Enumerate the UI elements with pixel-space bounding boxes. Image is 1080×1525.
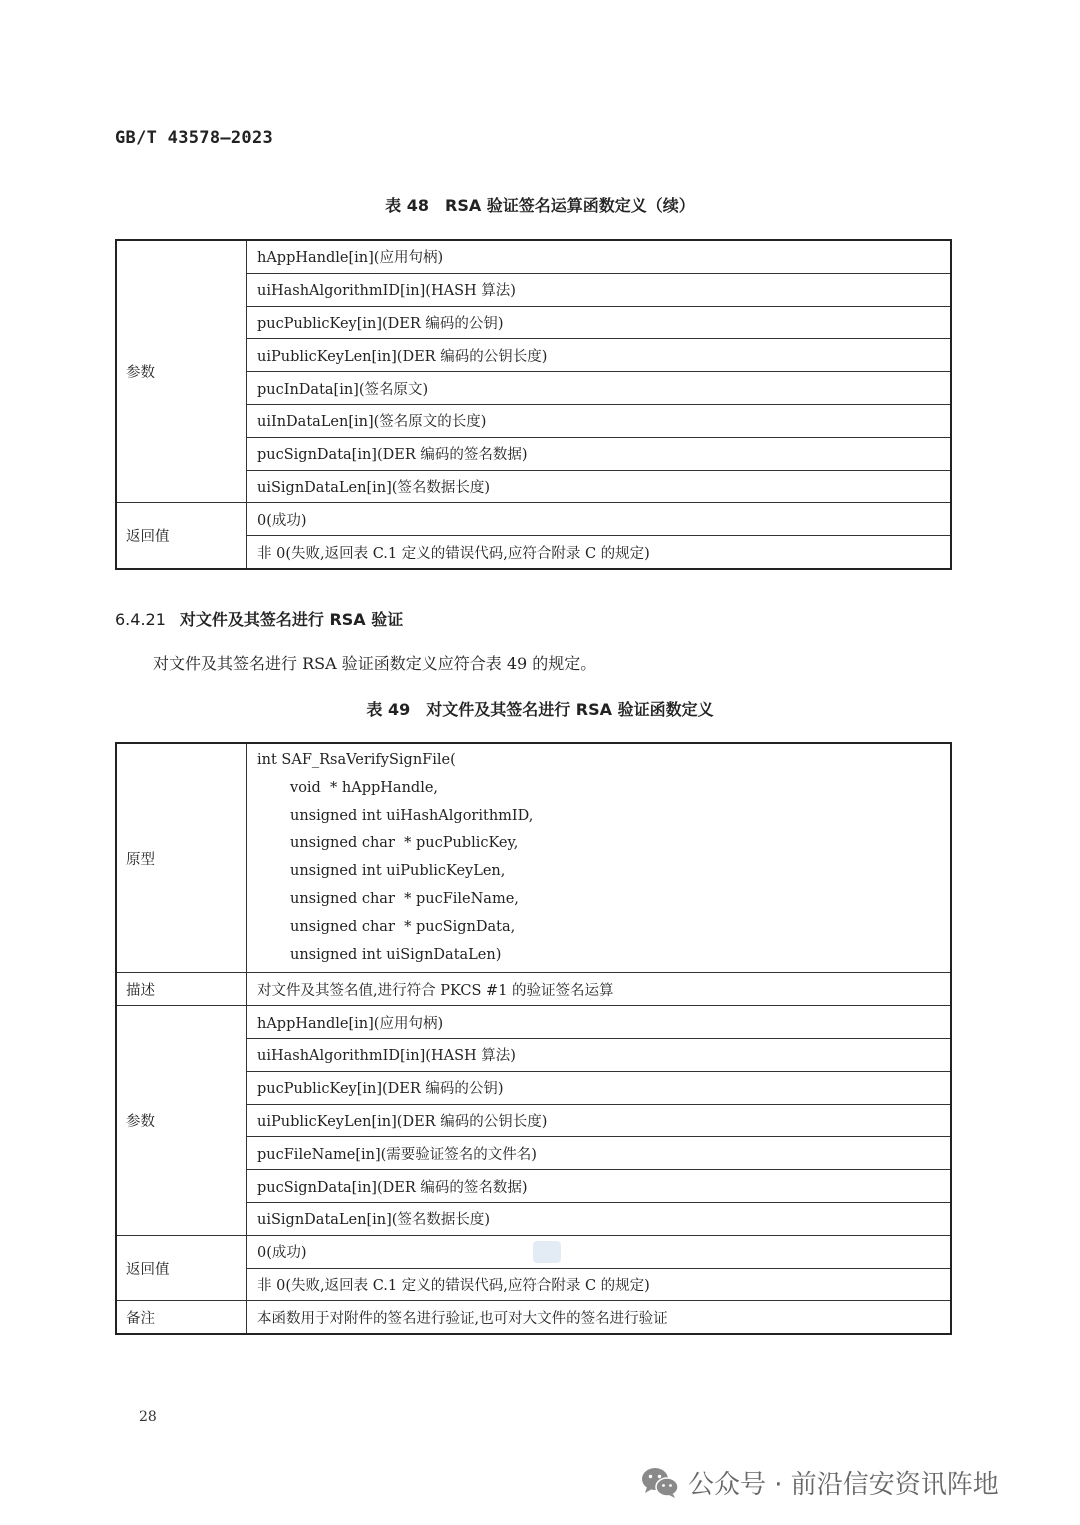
table-49-caption: 表 49 对文件及其签名进行 RSA 验证函数定义 bbox=[366, 700, 714, 719]
table-48 bbox=[115, 239, 952, 570]
param-cell: pucSignData[in](DER 编码的签名数据) bbox=[247, 437, 952, 470]
param-cell: hAppHandle[in](应用句柄) bbox=[247, 1006, 952, 1039]
prototype-arg: unsigned char * pucFileName, bbox=[290, 890, 519, 907]
document-code: GB/T 43578—2023 bbox=[115, 128, 274, 148]
param-cell: uiPublicKeyLen[in](DER 编码的公钥长度) bbox=[247, 1104, 952, 1137]
return-cell: 非 0(失败,返回表 C.1 定义的错误代码,应符合附录 C 的规定) bbox=[247, 1268, 952, 1301]
params-label: 参数 bbox=[116, 240, 247, 503]
section-number: 6.4.21 bbox=[115, 610, 166, 629]
section-intro: 对文件及其签名进行 RSA 验证函数定义应符合表 49 的规定。 bbox=[153, 654, 597, 673]
prototype-arg: unsigned int uiSignDataLen) bbox=[290, 946, 502, 963]
prototype-line: int SAF_RsaVerifySignFile( bbox=[257, 752, 456, 768]
section-heading bbox=[115, 607, 403, 630]
remark-cell: 本函数用于对附件的签名进行验证,也可对大文件的签名进行验证 bbox=[247, 1301, 952, 1334]
param-cell: pucSignData[in](DER 编码的签名数据) bbox=[247, 1170, 952, 1203]
return-cell: 非 0(失败,返回表 C.1 定义的错误代码,应符合附录 C 的规定) bbox=[247, 536, 952, 569]
param-cell: hAppHandle[in](应用句柄) bbox=[247, 240, 952, 273]
prototype-arg: void * hAppHandle, bbox=[290, 779, 439, 796]
prototype-arg: unsigned char * pucPublicKey, bbox=[290, 835, 519, 852]
prototype-arg: unsigned int uiHashAlgorithmID, bbox=[290, 807, 534, 824]
param-cell: pucFileName[in](需要验证签名的文件名) bbox=[247, 1137, 952, 1170]
description-label: 描述 bbox=[116, 973, 247, 1006]
return-label: 返回值 bbox=[116, 503, 247, 569]
param-cell: pucPublicKey[in](DER 编码的公钥) bbox=[247, 306, 952, 339]
watermark-text: 公众号 · 前沿信安资讯阵地 bbox=[688, 1469, 999, 1500]
return-label: 返回值 bbox=[116, 1235, 247, 1301]
section-title: 对文件及其签名进行 RSA 验证 bbox=[179, 610, 404, 629]
table-48-caption: 表 48 RSA 验证签名运算函数定义（续） bbox=[385, 196, 695, 215]
return-cell: 0(成功) bbox=[247, 1235, 952, 1268]
return-cell: 0(成功) bbox=[247, 503, 952, 536]
remark-label: 备注 bbox=[116, 1301, 247, 1334]
param-cell: uiInDataLen[in](签名原文的长度) bbox=[247, 404, 952, 437]
prototype-arg: unsigned int uiPublicKeyLen, bbox=[290, 863, 506, 880]
param-cell: pucPublicKey[in](DER 编码的公钥) bbox=[247, 1071, 952, 1104]
param-cell: uiSignDataLen[in](签名数据长度) bbox=[247, 1202, 952, 1235]
prototype-label: 原型 bbox=[116, 743, 247, 973]
param-cell: uiHashAlgorithmID[in](HASH 算法) bbox=[247, 1038, 952, 1071]
page-number: 28 bbox=[139, 1409, 157, 1425]
param-cell: uiPublicKeyLen[in](DER 编码的公钥长度) bbox=[247, 339, 952, 372]
prototype-cell bbox=[247, 743, 952, 973]
watermark bbox=[640, 1462, 999, 1502]
param-cell: uiSignDataLen[in](签名数据长度) bbox=[247, 470, 952, 503]
param-cell: pucInData[in](签名原文) bbox=[247, 372, 952, 405]
params-label: 参数 bbox=[116, 1006, 247, 1236]
wechat-icon bbox=[640, 1465, 680, 1499]
param-cell: uiHashAlgorithmID[in](HASH 算法) bbox=[247, 273, 952, 306]
faint-stamp-mark bbox=[533, 1241, 561, 1263]
description-cell: 对文件及其签名值,进行符合 PKCS #1 的验证签名运算 bbox=[247, 973, 952, 1006]
prototype-arg: unsigned char * pucSignData, bbox=[290, 918, 516, 935]
